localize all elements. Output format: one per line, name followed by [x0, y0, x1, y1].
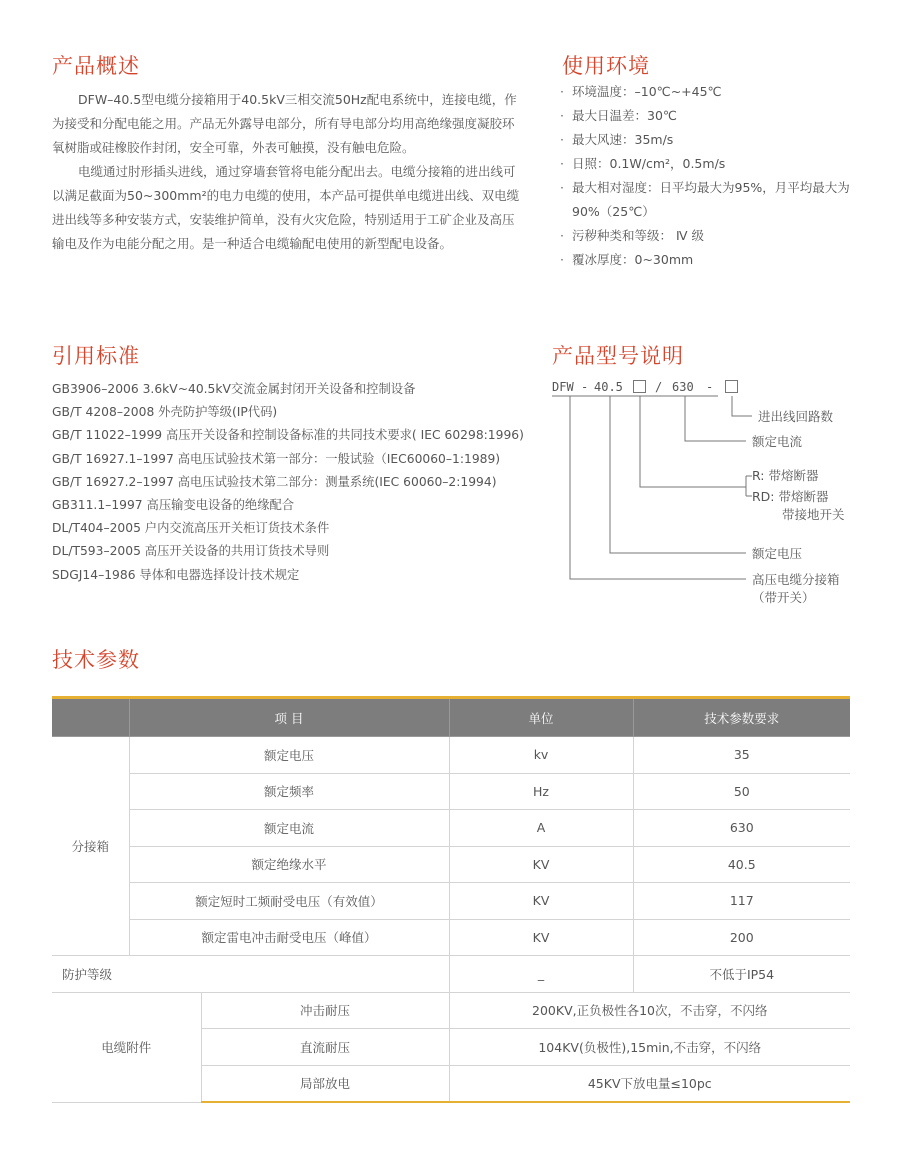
model-label-current: 额定电流	[752, 434, 803, 449]
table-cell-item: 防护等级	[52, 956, 449, 993]
table-cell-item: 额定电流	[129, 810, 449, 847]
table-cell-value: 117	[633, 883, 850, 920]
environment-item: · 污秽种类和等级： Ⅳ 级	[558, 224, 858, 248]
standard-item: GB/T 16927.1–1997 高电压试验技术第一部分：一般试验（IEC60060–1:1989)	[52, 451, 501, 466]
table-row	[52, 737, 850, 774]
model-label-product-note: （带开关）	[752, 590, 815, 605]
table-cell-item: 额定电压	[129, 737, 449, 774]
table-cell-value: 40.5	[633, 846, 850, 883]
environment-title: 使用环境	[562, 54, 650, 78]
table-row	[52, 773, 850, 810]
environment-item: · 覆冰厚度：0~30mm	[558, 248, 858, 272]
model-label-product: 高压电缆分接箱	[752, 572, 840, 587]
table-cell-value: 630	[633, 810, 850, 847]
model-code-box-circuits	[725, 380, 738, 393]
overview-title: 产品概述	[52, 54, 140, 78]
environment-item: · 日照：0.1W/cm²，0.5m/s	[558, 152, 858, 176]
model-label-circuits: 进出线回路数	[758, 409, 834, 424]
table-cell-unit: kv	[449, 737, 633, 774]
table-cell-unit: KV	[449, 919, 633, 956]
table-row	[52, 846, 850, 883]
table-row	[52, 956, 850, 993]
table-cell-unit: KV	[449, 883, 633, 920]
table-cell-value: 200KV,正负极性各10次，不击穿，不闪络	[449, 992, 850, 1029]
table-cell-value: 45KV下放电量≤10pc	[449, 1065, 850, 1102]
model-code-separator: -	[706, 380, 714, 394]
overview-paragraph-2: 电缆通过肘形插头进线，通过穿墙套管将电能分配出去。电缆分接箱的进出线可以满足截面为50~300mm²的电力电缆的使用，本产品可提供单电缆进出线、双电缆进出线等多种安装方式，安装维护简单，没有火灾危险，特别适用于工矿企业及高压输电及作为电能分配之用。是一种适合电缆输配电使用的新型配电设备。	[52, 164, 520, 251]
table-group-label: 分接箱	[52, 737, 129, 956]
overview-paragraph-1: DFW–40.5型电缆分接箱用于40.5kV三相交流50Hz配电系统中，连接电缆，作为接受和分配电能之用。产品无外露导电部分，所有导电部分均用高绝缘强度凝胶环氧树脂或硅橡胶作封闭，安全可靠，外表可触摸，没有触电危险。	[52, 92, 517, 155]
table-header-value: 技术参数要求	[633, 698, 850, 737]
model-code-slash: /	[655, 380, 663, 394]
model-code-current: 630	[672, 380, 694, 394]
table-cell-value: 50	[633, 773, 850, 810]
model-code-prefix: DFW	[552, 380, 574, 394]
environment-item: · 最大风速：35m/s	[558, 128, 858, 152]
table-cell-value: 200	[633, 919, 850, 956]
table-cell-item: 直流耐压	[201, 1029, 449, 1066]
model-title: 产品型号说明	[552, 344, 684, 368]
environment-item: · 最大相对湿度：日平均最大为95%，月平均最大为90%（25℃）	[558, 176, 858, 224]
table-cell-item: 额定雷电冲击耐受电压（峰值）	[129, 919, 449, 956]
standard-item: GB/T 16927.2–1997 高电压试验技术第二部分：测量系统(IEC 60060–2:1994)	[52, 474, 497, 489]
table-cell-unit: Hz	[449, 773, 633, 810]
table-cell-value: 104KV(负极性),15min,不击穿，不闪络	[449, 1029, 850, 1066]
table-row	[52, 992, 850, 1029]
standard-item: DL/T404–2005 户内交流高压开关柜订货技术条件	[52, 521, 330, 536]
tech-title: 技术参数	[52, 648, 140, 672]
standard-item: GB3906–2006 3.6kV~40.5kV交流金属封闭开关设备和控制设备	[52, 382, 416, 396]
table-header-item: 项 目	[129, 698, 449, 737]
table-header-cell	[52, 698, 129, 737]
table-cell-item: 局部放电	[201, 1065, 449, 1102]
standard-item: GB/T 4208–2008 外壳防护等级(IP代码)	[52, 405, 278, 420]
model-label-rd-earthing: 带接地开关	[782, 507, 845, 522]
standards-list	[52, 378, 524, 587]
table-cell-unit: A	[449, 810, 633, 847]
model-label-voltage: 额定电压	[752, 546, 803, 561]
table-header-row	[52, 698, 850, 737]
table-cell-item: 额定频率	[129, 773, 449, 810]
tech-table	[52, 696, 850, 1103]
environment-item: · 最大日温差：30℃	[558, 104, 858, 128]
table-cell-unit: KV	[449, 846, 633, 883]
standard-item: DL/T593–2005 高压开关设备的共用订货技术导则	[52, 544, 330, 559]
table-header-unit: 单位	[449, 698, 633, 737]
table-row	[52, 883, 850, 920]
model-code-diagram	[550, 372, 870, 612]
standard-item: GB311.1–1997 高压输变电设备的绝缘配合	[52, 498, 295, 513]
model-code-separator: -	[581, 380, 589, 394]
standards-title: 引用标准	[52, 344, 140, 368]
environment-list	[558, 80, 858, 272]
model-label-rd: RD: 带熔断器	[752, 489, 829, 504]
table-cell-item: 冲击耐压	[201, 992, 449, 1029]
standard-item: SDGJ14–1986 导体和电器选择设计技术规定	[52, 567, 300, 582]
table-cell-unit: _	[449, 956, 633, 993]
table-group-label: 电缆附件	[52, 992, 201, 1102]
model-code-box-function	[633, 380, 646, 393]
table-cell-value: 不低于IP54	[633, 956, 850, 993]
table-cell-item: 额定绝缘水平	[129, 846, 449, 883]
environment-item: · 环境温度：–10℃~+45℃	[558, 80, 858, 104]
table-row	[52, 919, 850, 956]
standard-item: GB/T 11022–1999 高压开关设备和控制设备标准的共同技术要求( IEC 60298:1996)	[52, 428, 524, 443]
table-cell-item: 额定短时工频耐受电压（有效值）	[129, 883, 449, 920]
model-label-r: R: 带熔断器	[752, 468, 819, 483]
table-row	[52, 810, 850, 847]
model-code-voltage: 40.5	[594, 380, 623, 394]
table-cell-value: 35	[633, 737, 850, 774]
